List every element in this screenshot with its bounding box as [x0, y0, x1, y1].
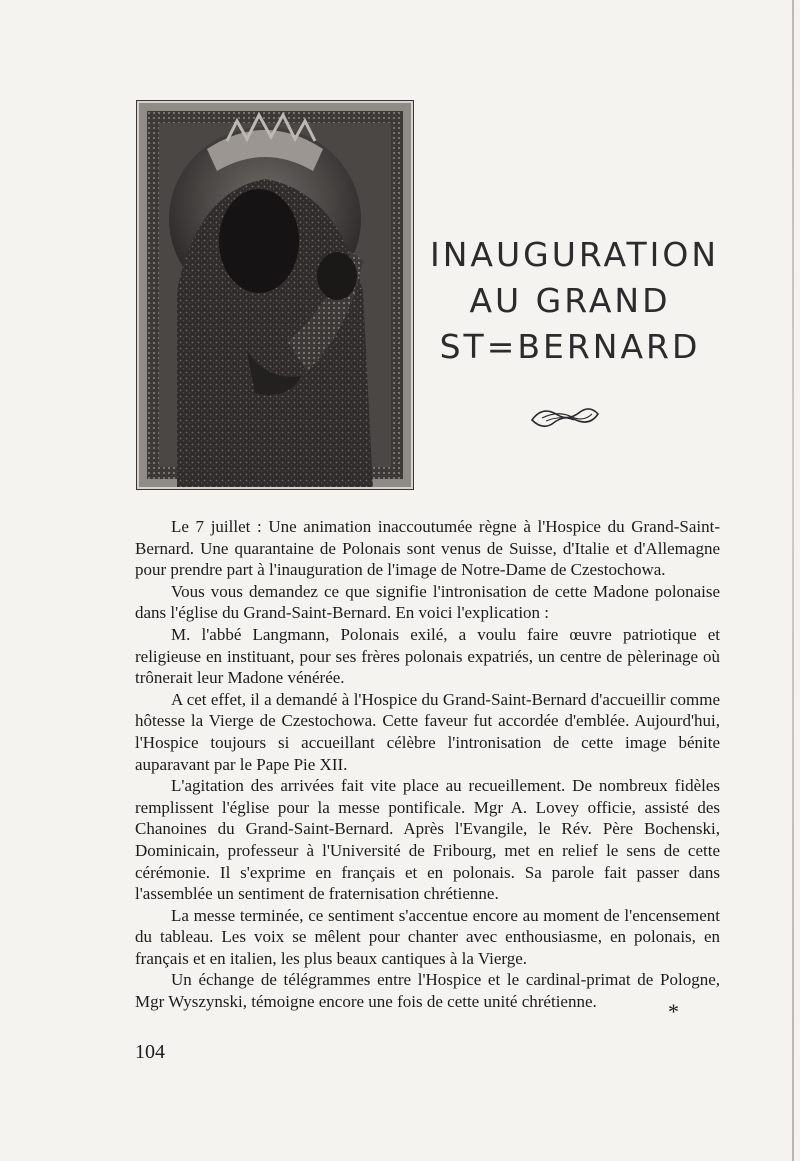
flourish-ornament-icon [528, 402, 602, 432]
section-separator: * [668, 999, 679, 1024]
paragraph-3: M. l'abbé Langmann, Polonais exilé, a voulu faire œuvre patriotique et religieuse en instituant, pour ses frères polonais expatriés, un centre de pèlerinage où trônerait leur Madone vénérée. [135, 624, 720, 688]
paragraph-6: La messe terminée, ce sentiment s'accentue encore au moment de l'encensement du tableau. Les voix se mêlent pour chanter avec enthousiasme, en polonais, en français et en italien, les plus beaux cantiques à la Vierge. [135, 905, 720, 968]
title-line-2: AU GRAND [469, 281, 671, 320]
paragraph-2: Vous vous demandez ce que signifie l'intronisation de cette Madone polonaise dans l'église du Grand-Saint-Bernard. En voici l'explication : [135, 581, 720, 623]
page-edge-shadow [792, 0, 794, 1161]
paragraph-1: Le 7 juillet : Une animation inaccoutumée règne à l'Hospice du Grand-Saint-Bernard. Une quarantaine de Polonais sont venus de Suisse, d'Italie et d'Allemagne pour prendre part à l'inauguration de l'image de Notre-Dame de Czestochowa. [135, 517, 720, 580]
page-number: 104 [135, 1041, 165, 1063]
madonna-photo [136, 100, 414, 490]
madonna-icon [137, 101, 413, 489]
article-title [430, 232, 720, 370]
title-line-3: ST=BERNARD [439, 327, 701, 366]
article-body [135, 516, 720, 1013]
title-line-1: INAUGURATION [430, 235, 720, 274]
paragraph-5: L'agitation des arrivées fait vite place au recueillement. De nombreux fidèles remplissent l'église pour la messe pontificale. Mgr A. Lovey officie, assisté des Chanoines du Grand-Saint-Bernard. Après l'Evangile, le Rév. Père Bochenski, Dominicain, professeur à l'Université de Fribourg, met en relief le sens de cette cérémonie. Il s'exprime en français et en polonais. Sa parole fait passer dans l'assemblée un sentiment de fraternisation chrétienne. [135, 776, 720, 904]
paragraph-7: Un échange de télégrammes entre l'Hospice et le cardinal-primat de Pologne, Mgr Wyszynski, témoigne encore une fois de cette unité chrétienne. [135, 970, 720, 1012]
paragraph-4: A cet effet, il a demandé à l'Hospice du Grand-Saint-Bernard d'accueillir comme hôtesse la Vierge de Czestochowa. Cette faveur fut accordée d'emblée. Aujourd'hui, l'Hospice toujours si accueillant célèbre l'intronisation de cette image bénite auparavant par le Pape Pie XII. [135, 689, 720, 774]
